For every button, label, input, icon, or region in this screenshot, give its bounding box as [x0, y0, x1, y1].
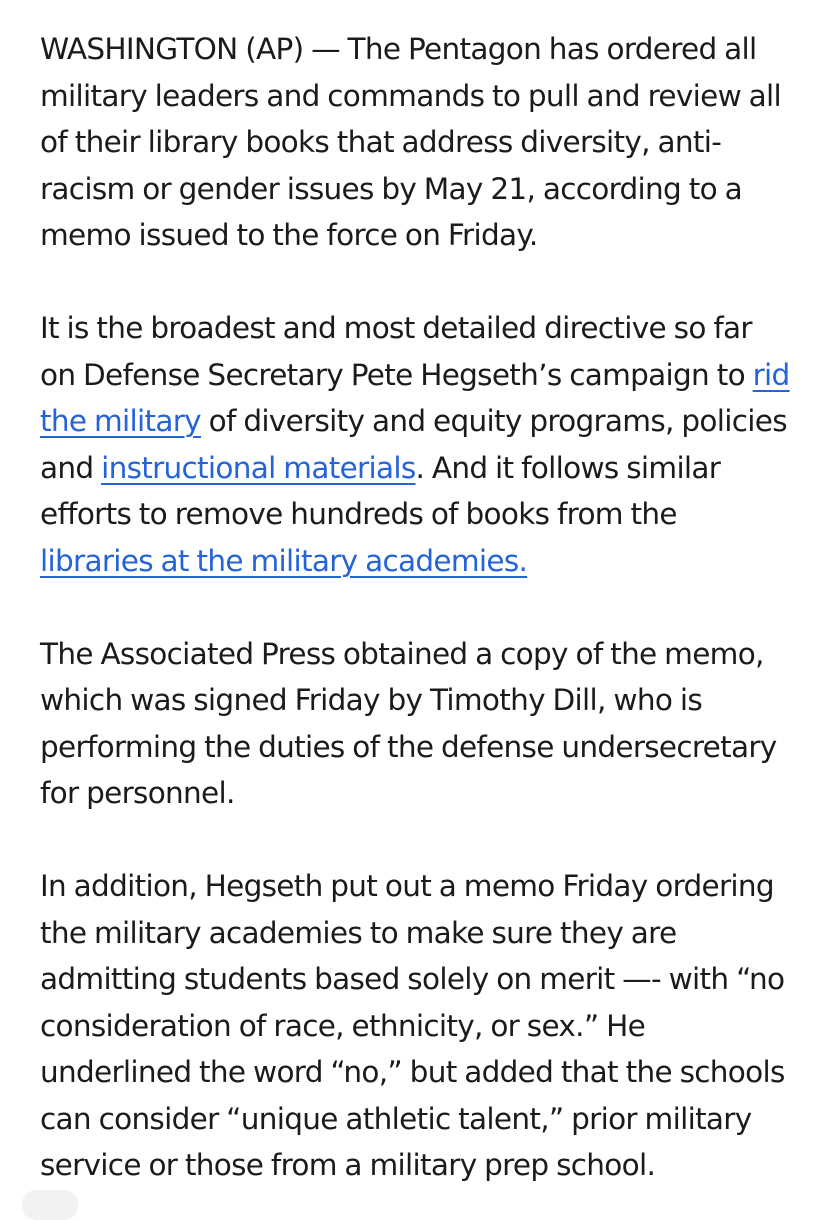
link-libraries-military-academies[interactable]: libraries at the military academies.	[40, 543, 528, 578]
link-instructional-materials[interactable]: instructional materials	[101, 450, 416, 485]
text-line: consideration of race, ethnicity, or sex.” He	[40, 1008, 646, 1043]
text-line: underlined the word “no,” but added that the schools	[40, 1055, 785, 1089]
text-fragment: and	[40, 450, 102, 485]
text-line: for personnel.	[40, 776, 235, 810]
paragraph-3	[40, 631, 820, 817]
text-fragment: of diversity and equity programs, policies	[200, 404, 787, 438]
paragraph-1	[40, 26, 820, 259]
link-rid-the-military[interactable]: rid	[752, 357, 790, 392]
link-rid-the-military-cont[interactable]: the military	[40, 404, 201, 438]
text-line	[40, 352, 820, 399]
text-line: In addition, Hegseth put out a memo Friday ordering	[40, 869, 774, 903]
text-line: The Associated Press obtained a copy of the memo,	[40, 636, 764, 671]
text-line: performing the duties of the defense undersecretary	[40, 729, 777, 764]
text-line: racism or gender issues by May 21, according to a	[40, 171, 743, 206]
text-line: memo issued to the force on Friday.	[40, 218, 538, 252]
paragraph-2	[40, 305, 820, 584]
text-line: efforts to remove hundreds of books from the	[40, 497, 677, 531]
text-line	[40, 445, 820, 492]
text-line	[40, 398, 820, 445]
text-line: of their library books that address diversity, anti-	[40, 125, 722, 159]
article-body	[40, 26, 820, 1189]
text-line: military leaders and commands to pull and review all	[40, 78, 782, 113]
text-line: which was signed Friday by Timothy Dill, who is	[40, 683, 703, 717]
paragraph-4	[40, 863, 820, 1189]
text-line: can consider “unique athletic talent,” prior military	[40, 1101, 752, 1136]
text-line: the military academies to make sure they are	[40, 915, 677, 950]
floating-control[interactable]	[22, 1190, 78, 1220]
text-fragment: on Defense Secretary Pete Hegseth’s campaign to	[40, 357, 753, 392]
text-line: service or those from a military prep school.	[40, 1148, 656, 1182]
text-line	[40, 538, 820, 585]
text-line: WASHINGTON (AP) — The Pentagon has ordered all	[40, 32, 757, 66]
text-fragment: . And it follows similar	[415, 450, 721, 485]
text-line: It is the broadest and most detailed directive so far	[40, 311, 752, 345]
text-line: admitting students based solely on merit —- with “no	[40, 962, 785, 996]
